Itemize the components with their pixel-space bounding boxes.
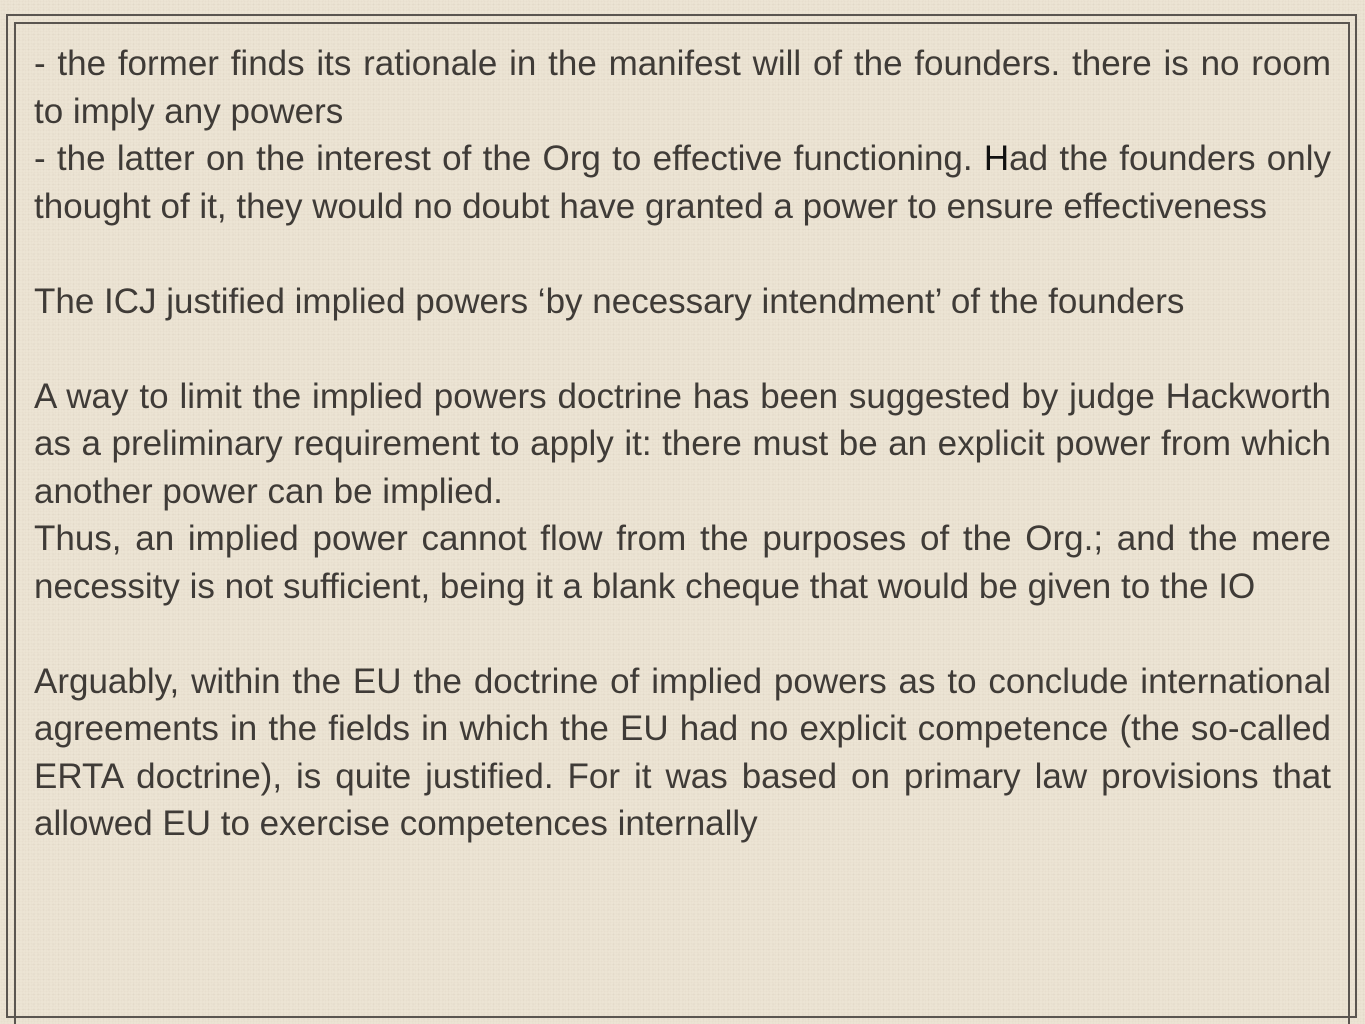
paragraph-thus: Thus, an implied power cannot flow from the purposes of the Org.; and the mere necessity is not sufficient, being it a blank cheque that would be given to the IO — [34, 519, 1331, 606]
paragraph-latter — [34, 135, 1331, 230]
paragraph-spacer — [34, 325, 1331, 373]
paragraph-spacer — [34, 230, 1331, 278]
paragraph-spacer — [34, 610, 1331, 658]
paragraph-erta: Arguably, within the EU the doctrine of implied powers as to conclude international agreements in the fields in which the EU had no explicit competence (the so-called ERTA doctrine), is quite justified. For it was based on primary law provisions that allowed EU to exercise competences internally — [34, 661, 1331, 843]
paragraph-hackworth: A way to limit the implied powers doctrine has been suggested by judge Hackworth as a preliminary requirement to apply it: there must be an explicit power from which another power can be implied. — [34, 376, 1331, 511]
paragraph-latter-start: - the latter on the interest of the Org to effective functioning. — [34, 139, 984, 178]
paragraph-icj: The ICJ justified implied powers ‘by necessary intendment’ of the founders — [34, 281, 1185, 321]
paragraph-latter-cap: H — [983, 139, 1010, 178]
slide-body — [34, 40, 1331, 848]
paragraph-latter-end: ad the founders only thought of it, they would no doubt have granted a power to ensure effectiveness — [34, 139, 1331, 226]
paragraph-former: - the former finds its rationale in the manifest will of the founders. there is no room to imply any powers — [34, 44, 1331, 131]
